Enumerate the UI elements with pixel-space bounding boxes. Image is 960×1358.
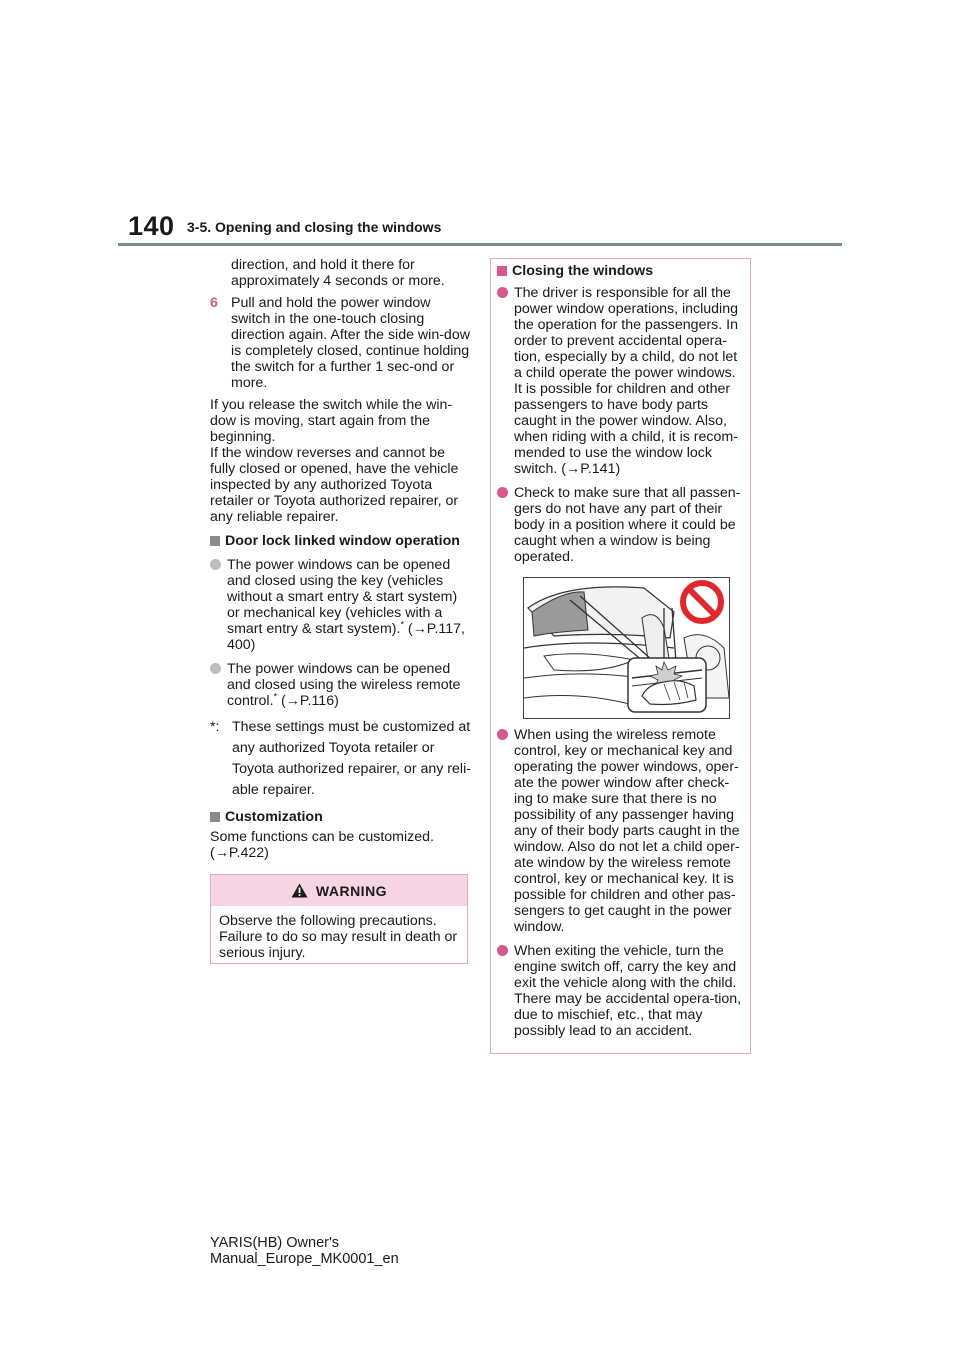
door-lock-heading: Door lock linked window operation — [210, 533, 472, 549]
warning-text: Observe the following precautions. Failure to do so may result in death or serious injury. — [219, 913, 458, 961]
bullet-dot-icon — [497, 287, 508, 298]
list-item: When exiting the vehicle, turn the engine switch off, carry the key and exit the vehicle along with the child. There may be accidental opera-tion, due to mischief, etc., that may possibly lead to an accident. — [497, 943, 744, 1039]
step-5-continuation: direction, and hold it there for approximately 4 seconds or more. — [231, 257, 445, 289]
warning-box — [210, 874, 468, 964]
closing-windows-heading: Closing the windows — [497, 263, 744, 279]
page-number: 140 — [128, 211, 175, 241]
illustration-hand-caught-in-window — [523, 577, 730, 719]
page-reference: (→P.116) — [277, 693, 339, 709]
footer-text: YARIS(HB) Owner's Manual_Europe_MK0001_en — [210, 1235, 399, 1267]
bullet-dot-icon — [497, 729, 508, 740]
warning-triangle-icon — [291, 883, 308, 898]
footnote-star: * — [273, 691, 278, 702]
list-item: When using the wireless remote control, key or mechanical key and operating the power windows, oper-ate the power window after check-ing to make sure that there is no possibility of any passenger having any of their body parts caught in the window. Also do not let a child oper-ate window by the wireless remote control, key or mechanical key. It is possible for children and other pas-sengers to get caught in the power window. — [497, 727, 744, 935]
list-item: The power windows can be opened and closed using the key (vehicles without a smart entry & start system) or mechanical key (vehicles with a smart entry & start system).* (→P.117, 400) — [210, 557, 472, 653]
step-number: 6 — [210, 295, 218, 311]
footnote-star: * — [400, 619, 404, 630]
footnote — [210, 717, 472, 801]
list-item: The driver is responsible for all the power window operations, including the operation for the passengers. In order to prevent accidental opera-tion, especially by a child, do not let a child operate the power windows. It is possible for children and other passengers to have body parts caught in the power window. Also, when riding with a child, it is recom-mended to use the window lock switch. (→P.141) — [497, 285, 744, 477]
warning-header — [211, 875, 467, 906]
section-title: 3-5. Opening and closing the windows — [187, 219, 442, 235]
page-reference: (→P.117, 400) — [227, 621, 465, 653]
customization-heading: Customization — [210, 809, 472, 825]
bullet-dot-icon — [497, 945, 508, 956]
caution-box — [490, 258, 751, 1054]
bullet-dot-icon — [210, 559, 221, 570]
bullet-dot-icon — [210, 663, 221, 674]
square-bullet-icon — [210, 536, 220, 546]
car-interior-drawing — [524, 578, 729, 718]
square-bullet-icon — [210, 812, 220, 822]
square-bullet-icon — [497, 266, 507, 276]
footnote-text: These settings must be customized at any authorized Toyota retailer or Toyota authorized repairer, or any reli-able repairer. — [232, 719, 471, 798]
left-column — [210, 257, 472, 861]
list-item: Check to make sure that all passen-gers do not have any part of their body in a position where it could be caught when a window is being operated. — [497, 485, 744, 565]
paragraph-release: If you release the switch while the win-dow is moving, start again from the beginning. — [210, 397, 453, 445]
bullet-dot-icon — [497, 487, 508, 498]
list-item: The power windows can be opened and closed using the wireless remote control.* (→P.116) — [210, 661, 472, 709]
footnote-mark: *: — [210, 719, 220, 735]
header-divider — [118, 243, 842, 246]
warning-title: WARNING — [315, 882, 388, 899]
paragraph-reverses: If the window reverses and cannot be fully closed or opened, have the vehicle inspected by any authorized Toyota retailer or Toyota authorized repairer, or any reliable repairer. — [210, 445, 459, 525]
step-6 — [210, 295, 472, 391]
customization-text: Some functions can be customized. (→P.422) — [210, 829, 434, 861]
step-text: Pull and hold the power window switch in the one-touch closing direction again. After the side win-dow is completely closed, continue holding the switch for a further 1 sec-ond or more. — [231, 295, 470, 391]
